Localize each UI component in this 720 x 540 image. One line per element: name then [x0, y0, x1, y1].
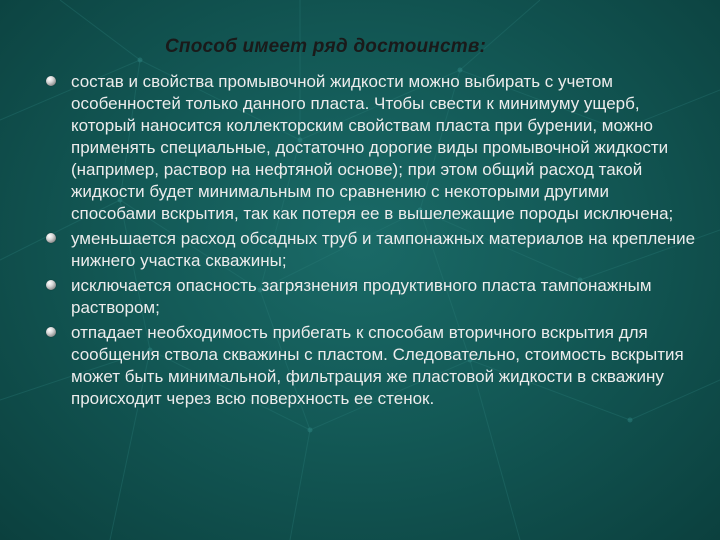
bullet-item — [46, 322, 696, 410]
sphere-bullet-icon — [46, 280, 56, 290]
bullet-text: исключается опасность загрязнения продуктивного пласта тампонажным раствором; — [71, 276, 652, 317]
bullet-item — [46, 275, 696, 319]
bullet-item — [46, 228, 696, 272]
bullet-item — [46, 71, 696, 225]
sphere-bullet-icon — [46, 233, 56, 243]
bullet-text: отпадает необходимость прибегать к способам вторичного вскрытия для сообщения ствола скважины с пластом. Следовательно, стоимость вскрытия может быть минимальной, фильтрация же пластовой жидкости в скважину происходит через всю поверхность ее стенок. — [71, 323, 684, 408]
slide-title: Способ имеет ряд достоинств: — [165, 36, 487, 57]
bullet-text: состав и свойства промывочной жидкости можно выбирать с учетом особенностей только данного пласта. Чтобы свести к минимуму ущерб, который наносится коллекторским свойствам пласта при бурении, можно применять специальные, достаточно дорогие виды промывочной жидкости (например, раствор на нефтяной основе); при этом общий расход такой жидкости будет минимальным по сравнению с некоторыми другими способами вскрытия, так как потеря ее в вышележащие породы исключена; — [71, 72, 674, 223]
bullet-list — [46, 71, 696, 413]
bullet-text: уменьшается расход обсадных труб и тампонажных материалов на крепление нижнего участка скважины; — [71, 229, 696, 270]
sphere-bullet-icon — [46, 327, 56, 337]
sphere-bullet-icon — [46, 76, 56, 86]
